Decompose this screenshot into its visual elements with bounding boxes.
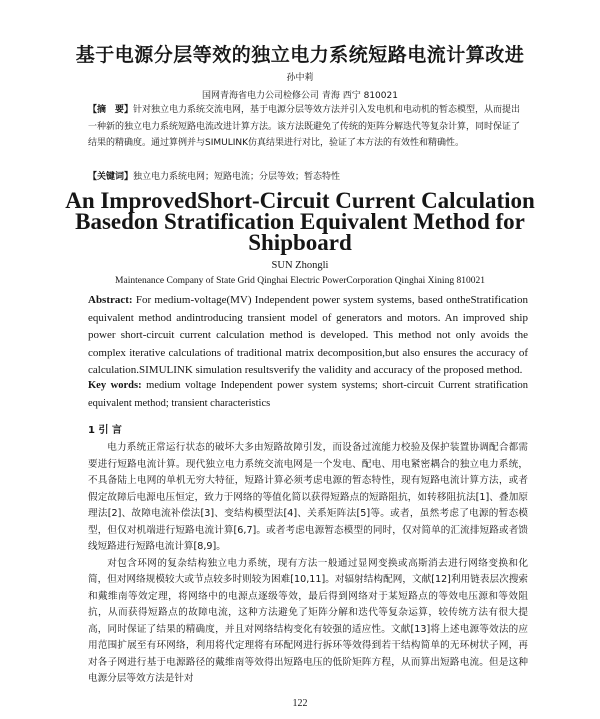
chinese-abstract-text: 针对独立电力系统交流电网，基于电源分层等效方法并引入发电机和电动机的暂态模型，从而提出一种新的独立电力系统短路电流改进计算方法。该方法既避免了传统的矩阵分解迭代等复杂计算，同时保证了结果的精确度。通过算例并与SIMULINK仿真结果进行对比，验证了本方法的有效性和精确性。 [88,105,521,148]
body-text [88,440,528,688]
english-keywords-text: medium voltage Independent power system systems; short-circuit Current stratification equivalent method; transient characteristics [88,380,528,409]
chinese-author: 孙中莉 [286,73,314,83]
english-abstract [88,292,528,380]
english-abstract-text: For medium-voltage(MV) Independent power system systems, based ontheStratification equivalent method andintroducing transient model of generators and motors. An improved ship power short-circuit current calculation method is developed. This method not only avoids the complex iterative calculations of traditional matrix decomposition,but also ensures the accuracy of calculation.SIMULINK simulation resultsverify the validity and accuracy of the proposed method. [88,294,528,377]
chinese-keywords-label: 【关键词】 [88,172,134,182]
chinese-abstract [88,102,528,152]
body-paragraph-2: 对包含环网的复杂结构独立电力系统，现有方法一般通过显网变换或高斯消去进行网络变换和化简，但对网络规模较大或节点较多时则较为困难[10,11]。对辐射结构配网，文献[12]利用链表层次搜索和戴维南等效定理，将网络中的电源点逐级等效，最后得到网络对于某短路点的等效电压源和等效阻抗，从而获得短路点的故障电流，这种方法避免了矩阵分解和迭代等复杂运算，较传统方法有很大提高，同时保证了结果的精确度，并且对网络结构变化有较强的适应性。文献[13]将上述电源等效法的应用范围扩展至有环网络，利用将代定理将有环配网进行拆环等效得到若干结构简单的无环树状子网，再对各子网进行基于电源路径的戴维南等效得出短路电压的低阶矩阵方程，从而算出短路电流。但是这种电源分层等效方法是针对 [88,557,528,684]
chinese-abstract-label: 【摘 要】 [88,105,134,115]
english-author: SUN Zhongli [271,260,329,271]
english-affiliation: Maintenance Company of State Grid Qinghai Electric PowerCorporation Qinghai Xining 810021 [115,276,485,286]
chinese-title: 基于电源分层等效的独立电力系统短路电流计算改进 [75,44,525,66]
body-paragraph-1: 电力系统正常运行状态的破坏大多由短路故障引发，而设备过流能力校验及保护装置协调配合都需要进行短路电流计算。现代独立电力系统交流电网是一个发电、配电、用电紧密耦合的独立电力系统，不具备陆上电网的单机无穷大特征，短路计算必须考虑电源的暂态特性，现有短路电流计算方法，或者假定故障后电源电压恒定，致力于网络的等值化简以获得短路点的短路阻抗，如转移阻抗法[1]、叠加原理法[2]、故障电流补偿法[3]、变结构模型法[4]、关系矩阵法[5]等。或者，虽然考虑了电源的暂态模型，但仅对机端进行短路电流计算[6,7]。或者考虑电源暂态模型的同时，仅对简单的汇流排短路或者馈线短路进行短路电流计算[8,9]。 [88,442,528,552]
english-title: An ImprovedShort-Circuit Current Calculation Basedon Stratification Equivalent Method for Shipboard [65,188,535,255]
chinese-affiliation: 国网青海省电力公司检修公司 青海 西宁 810021 [202,91,398,101]
section-heading-introduction: 1 引 言 [88,425,122,436]
page-number: 122 [292,698,308,709]
english-abstract-label: Abstract: [88,294,133,306]
chinese-keywords-text: 独立电力系统电网；短路电流；分层等效；暂态特性 [133,172,341,182]
english-keywords-label: Key words: [88,380,142,391]
chinese-keywords [88,169,528,186]
english-keywords [88,377,528,412]
